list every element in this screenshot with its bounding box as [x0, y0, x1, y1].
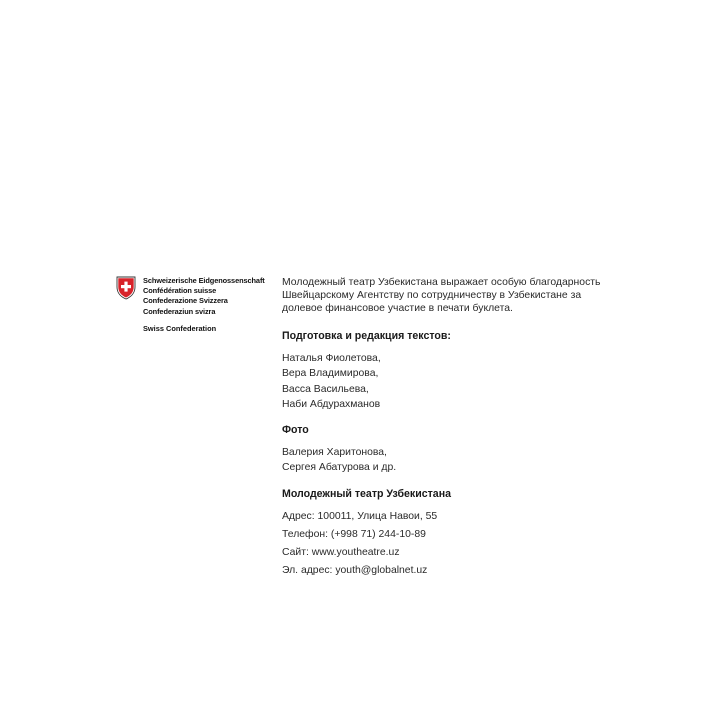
confed-line-fr: Confédération suisse — [143, 286, 217, 296]
swiss-shield-icon — [116, 276, 136, 300]
theatre-website: Сайт: www.youtheatre.uz — [282, 547, 400, 559]
confed-line-de: Schweizerische Eidgenossenschaft — [143, 276, 265, 285]
list-item: Вера Владимирова, — [282, 368, 379, 380]
texts-heading: Подготовка и редакция текстов: — [282, 330, 451, 342]
list-item: Наби Абдурахманов — [282, 398, 381, 410]
confed-line-en: Swiss Confederation — [143, 324, 217, 333]
list-item: Валерия Харитонова, — [282, 447, 387, 459]
confed-line-rm: Confederaziun svizra — [143, 306, 216, 316]
swiss-confederation-logo — [116, 276, 276, 336]
theatre-phone: Телефон: (+998 71) 244-10-89 — [282, 528, 426, 540]
photo-authors-list — [282, 445, 622, 476]
list-item: Наталья Фиолетова, — [282, 353, 381, 364]
list-item: Васса Васильева, — [282, 383, 369, 395]
theatre-contacts — [282, 508, 622, 581]
theatre-heading: Молодежный театр Узбекистана — [282, 487, 451, 500]
confed-line-it: Confederazione Svizzera — [143, 296, 228, 306]
theatre-address: Адрес: 100011, Улица Навои, 55 — [282, 510, 438, 522]
texts-authors-list — [282, 351, 622, 412]
intro-paragraph: Молодежный театр Узбекистана выражает особую благодарность Швейцарскому Агентству по сотрудничеству в Узбекистане за долевое финансовое участие в печати буклета. — [282, 277, 601, 314]
credits-content — [282, 276, 622, 581]
theatre-email: Эл. адрес: youth@globalnet.uz — [282, 565, 428, 577]
list-item: Сергея Абатурова и др. — [282, 462, 397, 474]
photo-heading: Фото — [282, 424, 309, 437]
confederation-names — [143, 276, 265, 317]
